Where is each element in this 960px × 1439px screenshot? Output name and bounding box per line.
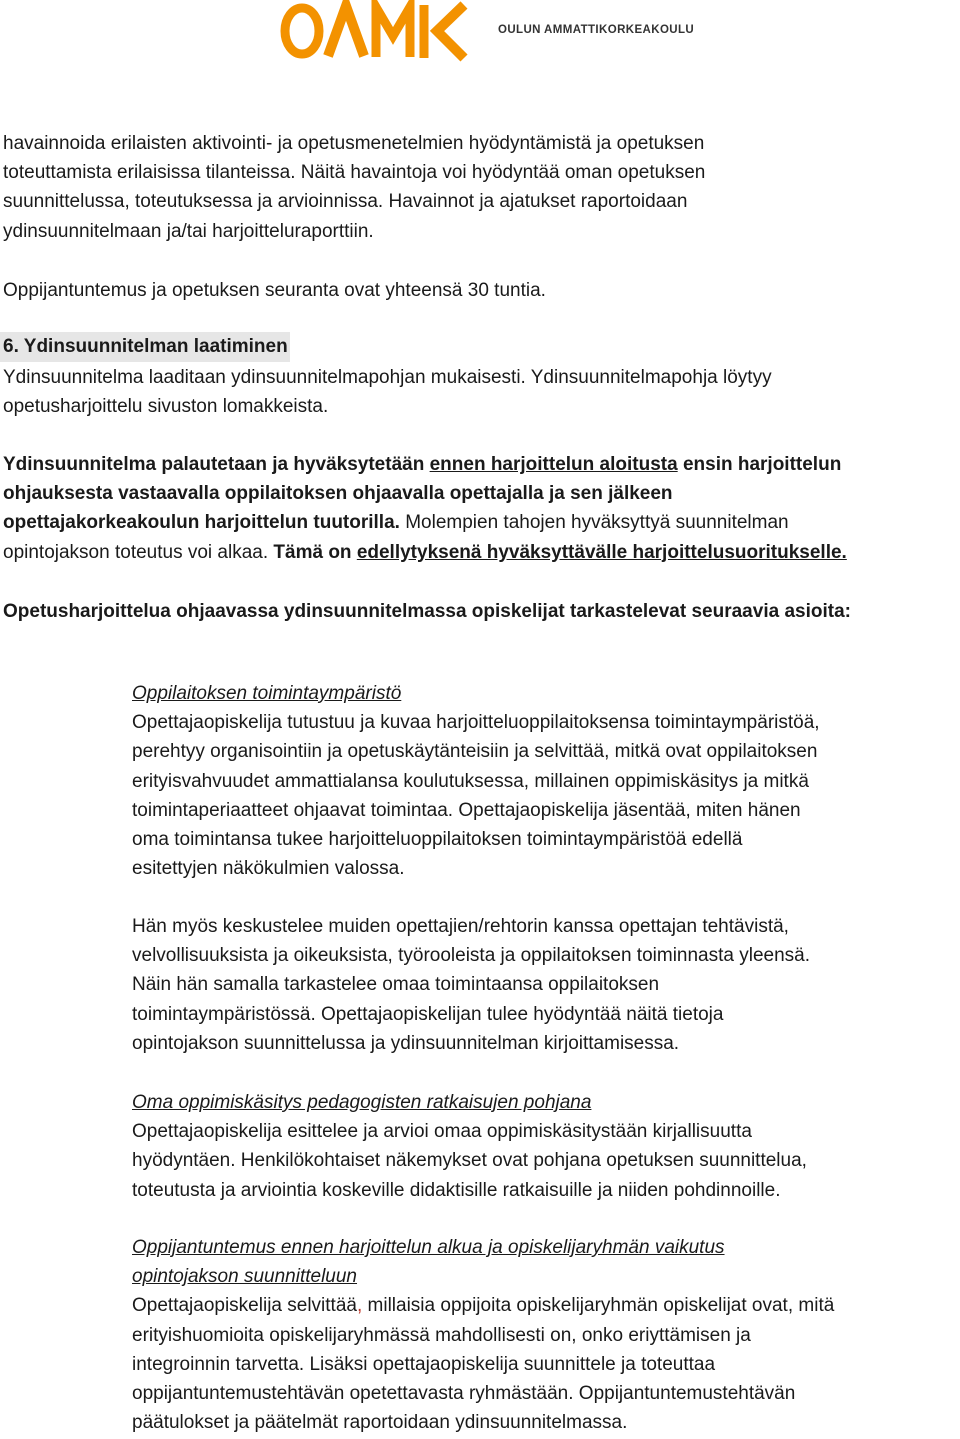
paragraph-lead: Opetusharjoittelua ohjaavassa ydinsuunnitelmassa opiskelijat tarkastelevat seuraavia asioita:: [3, 601, 851, 622]
text-line: erityishuomioita opiskelijaryhmässä mahdollisesti on, onko eriyttämisen ja: [132, 1324, 751, 1346]
oamk-logo-mark: [280, 0, 470, 64]
item-title: Oppilaitoksen toimintaympäristö: [132, 683, 402, 704]
text-line: Näin hän samalla tarkastelee omaa toimintaansa oppilaitoksen: [132, 974, 660, 996]
text-span: millaisia oppijoita opiskelijaryhmän opiskelijat ovat, mitä: [362, 1295, 835, 1317]
text-line: toimintaperiaatteet ohjaavat toimintaa. Opettajaopiskelija jäsentää, miten hänen: [132, 799, 801, 821]
item-title: opintojakson suunnitteluun: [132, 1266, 358, 1288]
text-span: Molempien tahojen hyväksyttyä suunnitelman: [399, 512, 789, 534]
text-line: oma toimintansa tukee harjoitteluoppilaitoksen toimintaympäristöä edellä: [132, 829, 743, 851]
text-line: integroinnin tarvetta. Lisäksi opettajaopiskelija suunnittele ja toteuttaa: [132, 1353, 716, 1375]
text-line: suunnittelussa, toteutuksessa ja arvioinnissa. Havainnot ja ajatukset raportoidaan: [3, 191, 688, 213]
text-line: erityisvahvuudet ammattialansa koulutuksessa, millainen oppimiskäsitys ja mitkä: [132, 770, 809, 792]
oamk-logo: [280, 0, 470, 64]
item-learning-concept: [132, 1088, 958, 1205]
text-line: [132, 1291, 958, 1320]
item-environment: [132, 679, 958, 883]
text-line: [3, 508, 958, 537]
bold-underlined-text: edellytyksenä hyväksyttävälle harjoittelusuoritukselle.: [356, 541, 847, 563]
item-learner-knowledge: [132, 1233, 958, 1437]
text-line: Opettajaopiskelija tutustuu ja kuvaa harjoitteluoppilaitoksensa toimintaympäristöä,: [132, 712, 820, 734]
text-line: Ydinsuunnitelma laaditaan ydinsuunnitelmapohjan mukaisesti. Ydinsuunnitelmapohja löytyy: [3, 367, 772, 388]
text-line: toimintaympäristössä. Opettajaopiskelijan tulee hyödyntää näitä tietoja: [132, 1003, 724, 1025]
paragraph-hours: Oppijantuntemus ja opetuksen seuranta ovat yhteensä 30 tuntia.: [3, 280, 546, 301]
bold-text: opettajakorkeakoulun harjoittelun tuutorilla.: [3, 512, 400, 534]
text-line: Hän myös keskustelee muiden opettajien/rehtorin kanssa opettajan tehtävistä,: [132, 916, 789, 937]
item-title: Oppijantuntemus ennen harjoittelun alkua ja opiskelijaryhmän vaikutus: [132, 1237, 725, 1258]
text-line: [3, 538, 958, 567]
logo-subtitle: OULUN AMMATTIKORKEAKOULU: [498, 24, 695, 36]
paragraph-intro: [3, 129, 958, 246]
section-heading: 6. Ydinsuunnitelman laatiminen: [0, 332, 290, 362]
text-span: Ydinsuunnitelma palautetaan ja hyväksytetään: [3, 454, 430, 475]
paragraph-approval: [3, 450, 958, 567]
text-line: ydinsuunnitelmaan ja/tai harjoitteluraporttiin.: [3, 220, 374, 242]
text-line: toteuttamista erilaisissa tilanteissa. Näitä havaintoja voi hyödyntää oman opetuksen: [3, 162, 706, 184]
text-line: velvollisuuksista ja oikeuksista, työrooleista ja oppilaitoksen toiminnasta yleensä.: [132, 945, 811, 967]
text-line: [3, 450, 958, 479]
text-line: Opettajaopiskelija esittelee ja arvioi omaa oppimiskäsitystään kirjallisuutta: [132, 1121, 752, 1143]
text-line: opetusharjoittelu sivuston lomakkeista.: [3, 396, 329, 418]
text-line: ohjauksesta vastaavalla oppilaitoksen ohjaavalla opettajalla ja sen jälkeen: [3, 483, 673, 505]
text-line: toteutusta ja arviointia koskeville didaktisille ratkaisuille ja niiden pohdinnoille.: [132, 1179, 781, 1201]
paragraph-template: [3, 363, 958, 421]
text-line: perehtyy organisointiin ja opetuskäytänteisiin ja selvittää, mitkä ovat oppilaitoksen: [132, 741, 818, 763]
underlined-text: ennen harjoittelun aloitusta: [429, 454, 678, 475]
text-span: ensin harjoittelun: [677, 454, 842, 475]
item-title: Oma oppimiskäsitys pedagogisten ratkaisujen pohjana: [132, 1092, 592, 1113]
item-environment-continued: [132, 912, 958, 1058]
text-line: esitettyjen näkökulmien valossa.: [132, 858, 405, 880]
bold-text: Tämä on: [273, 541, 357, 563]
text-span: ,: [356, 1295, 363, 1317]
text-line: havainnoida erilaisten aktivointi- ja opetusmenetelmien hyödyntämistä ja opetuksen: [3, 133, 705, 154]
text-line: opintojakson suunnittelussa ja ydinsuunnitelman kirjoittamisessa.: [132, 1032, 680, 1054]
text-span: opintojakson toteutus voi alkaa.: [3, 541, 274, 563]
text-line: päätulokset ja päätelmät raportoidaan ydinsuunnitelmassa.: [132, 1412, 628, 1434]
text-line: hyödyntäen. Henkilökohtaiset näkemykset ovat pohjana opetuksen suunnittelua,: [132, 1150, 807, 1172]
text-line: oppijantuntemustehtävän opetettavasta ryhmästään. Oppijantuntemustehtävän: [132, 1383, 796, 1405]
text-span: Opettajaopiskelija selvittää: [132, 1295, 357, 1317]
